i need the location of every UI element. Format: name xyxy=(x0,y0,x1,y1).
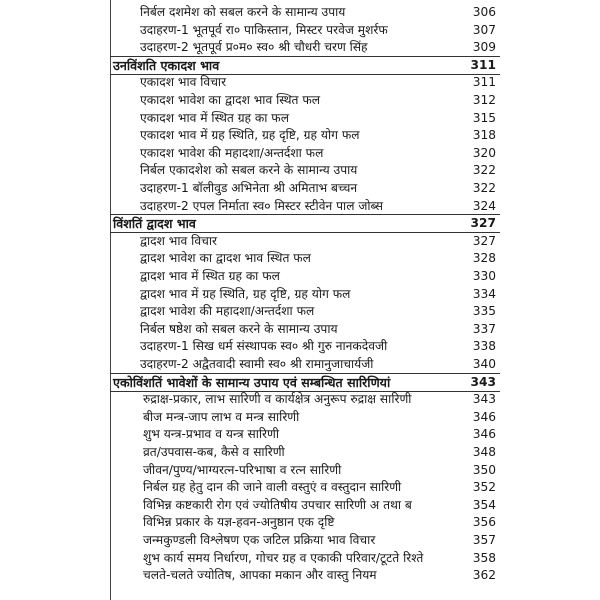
page-number: 346 xyxy=(472,409,496,424)
entry-title: चलते-चलते ज्योतिष, आपका मकान और वास्तु नियम xyxy=(143,568,377,583)
entry-title: द्वादश भावेश का द्वादश भाव स्थित फल xyxy=(140,251,311,266)
entry-title: बीज मन्त्र-जाप लाभ व मन्त्र सारिणी xyxy=(143,409,300,424)
page-number: 356 xyxy=(472,515,496,530)
toc-entry-row xyxy=(0,232,600,251)
toc-entry-row xyxy=(0,249,600,268)
page-number: 322 xyxy=(472,181,496,195)
chapter-heading-row xyxy=(0,214,600,233)
page-number: 337 xyxy=(472,321,496,336)
page-number: 357 xyxy=(472,533,496,547)
page-number: 350 xyxy=(472,462,496,477)
page-number: 328 xyxy=(472,251,496,266)
page-number: 311 xyxy=(472,75,496,90)
entry-title: विभिन्न कष्टकारी रोग एवं ज्योतिषीय उपचार सारिणी अ तथा ब xyxy=(143,497,412,512)
page-number: 352 xyxy=(472,480,496,495)
entry-title: एकादश भावेश का द्वादश भाव स्थित फल xyxy=(140,93,321,107)
toc-entry-row xyxy=(0,21,600,40)
page-number: 318 xyxy=(472,128,496,143)
toc-entry-row xyxy=(0,478,600,497)
entry-title: द्वादश भाव में ग्रह स्थिति, ग्रह दृष्टि, ग्रह योग फल xyxy=(140,286,351,301)
toc-entry-row xyxy=(0,73,600,92)
toc-entry-row xyxy=(0,408,600,427)
page-number: 309 xyxy=(472,40,496,55)
page-number: 343 xyxy=(472,392,496,407)
toc-entry-row xyxy=(0,461,600,480)
page-number: 334 xyxy=(472,286,496,301)
entry-title: उदाहरण-2 अद्वैतवादी स्वामी स्व० श्री रामानुजाचार्यजी xyxy=(140,357,374,371)
page-number: 327 xyxy=(472,233,496,248)
page-number: 358 xyxy=(472,550,496,565)
entry-title: उदाहरण-2 भूतपूर्व प्र०म० स्व० श्री चौधरी चरण सिंह xyxy=(140,40,368,55)
chapter-rule-top xyxy=(110,56,500,57)
entry-title: उदाहरण-1 बॉलीवुड अभिनेता श्री अमिताभ बच्चन xyxy=(140,181,358,195)
entry-title: द्वादश भावेश की महादशा/अन्तर्दशा फल xyxy=(140,304,315,319)
entry-title: उदाहरण-1 सिख धर्म संस्थापक स्व० श्री गुरु नानकदेवजी xyxy=(140,339,388,354)
entry-title: व्रत/उपवास-कब, कैसे व सारिणी xyxy=(143,445,285,459)
page-number: 330 xyxy=(472,269,496,283)
entry-title: निर्बल ग्रह हेतु दान की जाने वाली वस्तुएं व वस्तुदान सारिणी xyxy=(143,480,402,495)
page-number: 362 xyxy=(472,568,496,583)
toc-entry-row xyxy=(0,390,600,409)
entry-title: द्वादश भाव विचार xyxy=(140,233,217,248)
toc-entry-row xyxy=(0,267,600,286)
entry-title: शुभ कार्य समय निर्धारण, गोचर ग्रह व एकाकी परिवार/टूटते रिश्ते xyxy=(143,550,424,565)
toc-entry-row xyxy=(0,3,600,22)
chapter-title: विंशतिं द्वादश भाव xyxy=(113,216,196,232)
toc-entry-row xyxy=(0,320,600,339)
toc-entry-row xyxy=(0,126,600,145)
page-number: 307 xyxy=(472,22,496,37)
page-number: 324 xyxy=(472,198,496,213)
toc-entry-row xyxy=(0,91,600,110)
toc-entry-row xyxy=(0,285,600,304)
page-number: 311 xyxy=(470,57,496,72)
entry-title: निर्बल एकादशेश को सबल करने के सामान्य उपाय xyxy=(140,163,358,178)
toc-entry-row xyxy=(0,302,600,321)
toc-entry-row xyxy=(0,531,600,550)
page-number: 346 xyxy=(472,427,496,442)
page-number: 340 xyxy=(472,357,496,371)
toc-entry-row xyxy=(0,513,600,532)
toc-entry-row xyxy=(0,38,600,57)
entry-title: एकादश भावेश की महादशा/अन्तर्दशा फल xyxy=(140,145,324,160)
toc-entry-row xyxy=(0,179,600,198)
toc-entry-row xyxy=(0,109,600,128)
toc-entry-row xyxy=(0,549,600,568)
page-number: 338 xyxy=(472,339,496,354)
entry-title: विभिन्न प्रकार के यज्ञ-हवन-अनुष्ठान एक दृष्टि xyxy=(143,515,335,530)
entry-title: शुभ यन्त्र-प्रभाव व यन्त्र सारिणी xyxy=(143,427,279,442)
page-number: 343 xyxy=(470,374,496,389)
toc-entry-row xyxy=(0,197,600,216)
entry-title: एकादश भाव में स्थित ग्रह का फल xyxy=(140,110,289,125)
entry-title: जन्मकुण्डली विश्लेषण एक जटिल प्रक्रिया भाव विचार xyxy=(143,533,376,547)
entry-title: एकादश भाव में ग्रह स्थिति, ग्रह दृष्टि, ग्रह योग फल xyxy=(140,128,360,143)
chapter-rule-top xyxy=(110,373,500,374)
page-number: 354 xyxy=(472,497,496,512)
entry-title: जीवन/पुण्य/भाग्यरत्न-परिभाषा व रत्न सारिणी xyxy=(143,462,342,477)
page-number: 327 xyxy=(470,216,496,231)
page-number: 320 xyxy=(472,145,496,160)
toc-entry-row xyxy=(0,496,600,515)
toc-entry-row xyxy=(0,355,600,374)
page-number: 306 xyxy=(472,5,496,19)
page-number: 322 xyxy=(472,163,496,178)
entry-title: द्वादश भाव में स्थित ग्रह का फल xyxy=(140,269,280,283)
entry-title: रुद्राक्ष-प्रकार, लाभ सारिणी व कार्यक्षेत्र अनुरूप रुद्राक्ष सारिणी xyxy=(143,392,412,407)
chapter-title: एकोविंशतिं भावेशों के सामान्य उपाय एवं सम्बन्धित सारिणियां xyxy=(113,374,391,390)
toc-entry-row xyxy=(0,144,600,163)
chapter-rule-top xyxy=(110,214,500,215)
entry-title: निर्बल षष्ठेश को सबल करने के सामान्य उपाय xyxy=(140,321,338,336)
toc-entry-row xyxy=(0,566,600,585)
entry-title: निर्बल दशमेश को सबल करने के सामान्य उपाय xyxy=(140,5,346,19)
toc-entry-row xyxy=(0,425,600,444)
chapter-heading-row xyxy=(0,373,600,392)
page-number: 335 xyxy=(472,304,496,319)
page-number: 312 xyxy=(472,93,496,107)
toc-entry-row xyxy=(0,443,600,462)
chapter-heading-row xyxy=(0,56,600,75)
entry-title: उदाहरण-1 भूतपूर्व रा० पाकिस्तान, मिस्टर परवेज मुशर्रफ xyxy=(140,22,388,37)
toc-entry-row xyxy=(0,161,600,180)
chapter-title: उनविंशति एकादश भाव xyxy=(113,57,220,73)
entry-title: उदाहरण-2 एपल निर्माता स्व० मिस्टर स्टीवेन पाल जोब्स xyxy=(140,198,384,213)
toc-entry-row xyxy=(0,337,600,356)
page-number: 348 xyxy=(472,445,496,459)
page-number: 315 xyxy=(472,110,496,125)
entry-title: एकादश भाव विचार xyxy=(140,75,227,90)
